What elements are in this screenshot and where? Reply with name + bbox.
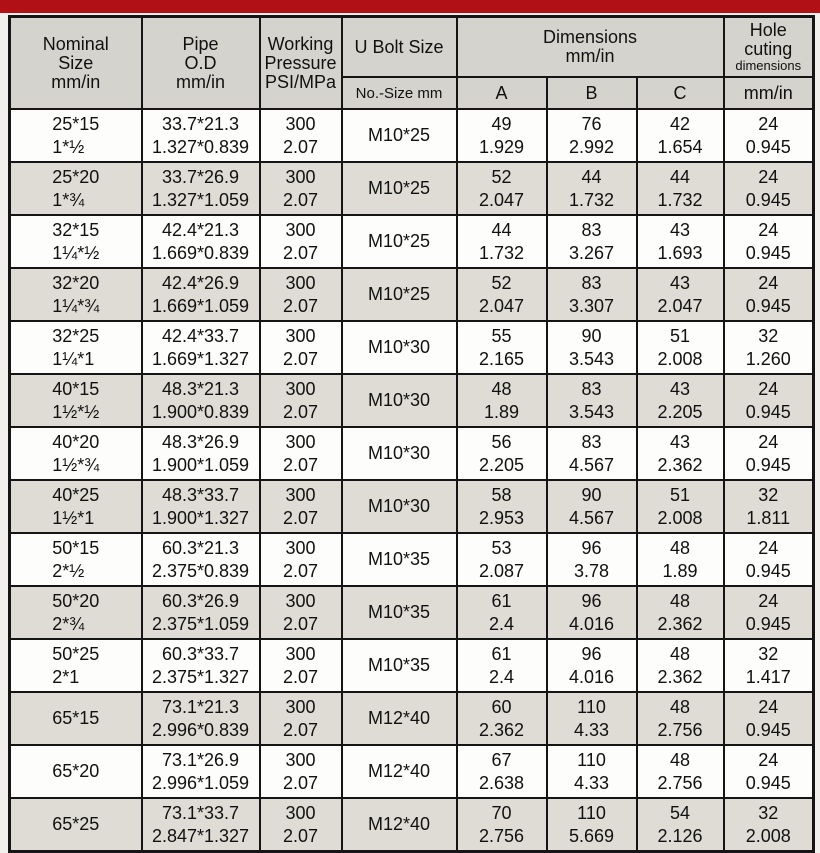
cell-hole: 24 0.945 xyxy=(724,533,814,586)
table-row xyxy=(10,109,814,162)
cell-pipe: 42.4*33.7 1.669*1.327 xyxy=(142,321,260,374)
cell-b: 96 3.78 xyxy=(547,533,637,586)
cell-hole: 24 0.945 xyxy=(724,374,814,427)
cell-c: 43 1.693 xyxy=(637,215,724,268)
cell-a: 61 2.4 xyxy=(457,639,547,692)
cell-hole: 24 0.945 xyxy=(724,268,814,321)
cell-a: 70 2.756 xyxy=(457,798,547,852)
cell-pipe: 33.7*21.3 1.327*0.839 xyxy=(142,109,260,162)
table-row xyxy=(10,321,814,374)
cell-pressure: 300 2.07 xyxy=(260,268,342,321)
cell-nominal: 25*20 1*¾ xyxy=(10,162,142,215)
cell-ubolt: M10*25 xyxy=(342,109,457,162)
cell-a: 52 2.047 xyxy=(457,268,547,321)
cell-c: 43 2.205 xyxy=(637,374,724,427)
table-body xyxy=(10,109,814,852)
cell-hole: 32 2.008 xyxy=(724,798,814,852)
table-row xyxy=(10,533,814,586)
table-row xyxy=(10,374,814,427)
table-row xyxy=(10,586,814,639)
cell-b: 90 4.567 xyxy=(547,480,637,533)
cell-a: 49 1.929 xyxy=(457,109,547,162)
cell-c: 54 2.126 xyxy=(637,798,724,852)
cell-hole: 24 0.945 xyxy=(724,692,814,745)
cell-ubolt: M12*40 xyxy=(342,692,457,745)
cell-c: 48 2.362 xyxy=(637,586,724,639)
cell-pressure: 300 2.07 xyxy=(260,586,342,639)
cell-ubolt: M10*30 xyxy=(342,427,457,480)
cell-pipe: 73.1*33.7 2.847*1.327 xyxy=(142,798,260,852)
cell-pressure: 300 2.07 xyxy=(260,798,342,852)
cell-ubolt: M10*35 xyxy=(342,639,457,692)
header-line: Pressure xyxy=(264,52,337,73)
cell-a: 55 2.165 xyxy=(457,321,547,374)
cell-b: 76 2.992 xyxy=(547,109,637,162)
cell-a: 44 1.732 xyxy=(457,215,547,268)
cell-pressure: 300 2.07 xyxy=(260,162,342,215)
cell-c: 48 1.89 xyxy=(637,533,724,586)
header-no-size-mm: No.-Size mm xyxy=(342,77,457,109)
cell-a: 60 2.362 xyxy=(457,692,547,745)
table-row xyxy=(10,162,814,215)
header-row-main xyxy=(10,17,814,78)
cell-pressure: 300 2.07 xyxy=(260,533,342,586)
cell-a: 48 1.89 xyxy=(457,374,547,427)
cell-pipe: 48.3*21.3 1.900*0.839 xyxy=(142,374,260,427)
cell-hole: 24 0.945 xyxy=(724,215,814,268)
header-u-bolt-size: U Bolt Size xyxy=(342,17,457,78)
header-line: cuting xyxy=(744,39,793,59)
cell-ubolt: M12*40 xyxy=(342,798,457,852)
table-row xyxy=(10,215,814,268)
header-dim-b: B xyxy=(547,77,637,109)
header-line: O.D xyxy=(184,52,217,73)
cell-pressure: 300 2.07 xyxy=(260,215,342,268)
cell-hole: 32 1.417 xyxy=(724,639,814,692)
cell-b: 110 4.33 xyxy=(547,692,637,745)
cell-pipe: 33.7*26.9 1.327*1.059 xyxy=(142,162,260,215)
cell-ubolt: M10*25 xyxy=(342,162,457,215)
table-row xyxy=(10,798,814,852)
header-working-pressure xyxy=(260,17,342,110)
cell-pressure: 300 2.07 xyxy=(260,321,342,374)
cell-nominal: 40*20 1½*¾ xyxy=(10,427,142,480)
cell-pressure: 300 2.07 xyxy=(260,692,342,745)
cell-c: 42 1.654 xyxy=(637,109,724,162)
cell-pipe: 42.4*26.9 1.669*1.059 xyxy=(142,268,260,321)
header-dim-c: C xyxy=(637,77,724,109)
cell-nominal: 32*20 1¼*¾ xyxy=(10,268,142,321)
cell-hole: 24 0.945 xyxy=(724,109,814,162)
table-row xyxy=(10,745,814,798)
cell-nominal: 32*25 1¼*1 xyxy=(10,321,142,374)
table-row xyxy=(10,639,814,692)
header-line: mm/in xyxy=(176,71,225,92)
cell-nominal: 32*15 1¼*½ xyxy=(10,215,142,268)
cell-ubolt: M10*30 xyxy=(342,374,457,427)
cell-nominal: 50*20 2*¾ xyxy=(10,586,142,639)
cell-a: 56 2.205 xyxy=(457,427,547,480)
header-line: Working xyxy=(267,33,334,54)
cell-nominal: 50*25 2*1 xyxy=(10,639,142,692)
cell-hole: 24 0.945 xyxy=(724,745,814,798)
cell-hole: 32 1.811 xyxy=(724,480,814,533)
pipe-spec-table xyxy=(8,15,815,853)
cell-hole: 24 0.945 xyxy=(724,586,814,639)
cell-ubolt: M10*25 xyxy=(342,215,457,268)
header-line: Hole xyxy=(749,20,787,40)
cell-hole: 32 1.260 xyxy=(724,321,814,374)
header-line: dimensions xyxy=(735,58,802,73)
cell-pressure: 300 2.07 xyxy=(260,480,342,533)
cell-a: 61 2.4 xyxy=(457,586,547,639)
cell-pipe: 60.3*26.9 2.375*1.059 xyxy=(142,586,260,639)
cell-b: 83 4.567 xyxy=(547,427,637,480)
cell-b: 110 5.669 xyxy=(547,798,637,852)
cell-pressure: 300 2.07 xyxy=(260,427,342,480)
cell-pipe: 48.3*26.9 1.900*1.059 xyxy=(142,427,260,480)
cell-hole: 24 0.945 xyxy=(724,427,814,480)
cell-b: 96 4.016 xyxy=(547,639,637,692)
header-line: Dimensions xyxy=(542,27,638,47)
header-line: PSI/MPa xyxy=(264,71,337,92)
header-line: mm/in xyxy=(51,71,101,92)
cell-pressure: 300 2.07 xyxy=(260,745,342,798)
cell-pressure: 300 2.07 xyxy=(260,639,342,692)
cell-b: 90 3.543 xyxy=(547,321,637,374)
cell-a: 52 2.047 xyxy=(457,162,547,215)
header-line: Nominal xyxy=(42,33,109,54)
cell-pipe: 73.1*21.3 2.996*0.839 xyxy=(142,692,260,745)
table-row xyxy=(10,692,814,745)
table-row xyxy=(10,268,814,321)
cell-pipe: 60.3*21.3 2.375*0.839 xyxy=(142,533,260,586)
cell-nominal: 40*15 1½*½ xyxy=(10,374,142,427)
cell-c: 51 2.008 xyxy=(637,480,724,533)
cell-b: 96 4.016 xyxy=(547,586,637,639)
cell-pipe: 73.1*26.9 2.996*1.059 xyxy=(142,745,260,798)
cell-nominal: 40*25 1½*1 xyxy=(10,480,142,533)
cell-b: 44 1.732 xyxy=(547,162,637,215)
cell-pressure: 300 2.07 xyxy=(260,109,342,162)
cell-pipe: 42.4*21.3 1.669*0.839 xyxy=(142,215,260,268)
header-dimensions xyxy=(457,17,724,78)
header-line: mm/in xyxy=(565,46,615,66)
cell-a: 53 2.087 xyxy=(457,533,547,586)
cell-c: 44 1.732 xyxy=(637,162,724,215)
cell-nominal: 25*15 1*½ xyxy=(10,109,142,162)
header-hole-mm-in: mm/in xyxy=(724,77,814,109)
header-pipe-od xyxy=(142,17,260,110)
cell-nominal: 65*25 xyxy=(10,798,142,852)
cell-b: 83 3.543 xyxy=(547,374,637,427)
cell-pressure: 300 2.07 xyxy=(260,374,342,427)
cell-a: 58 2.953 xyxy=(457,480,547,533)
cell-b: 110 4.33 xyxy=(547,745,637,798)
cell-ubolt: M10*30 xyxy=(342,480,457,533)
cell-pipe: 48.3*33.7 1.900*1.327 xyxy=(142,480,260,533)
cell-c: 48 2.756 xyxy=(637,745,724,798)
header-line: Size xyxy=(58,52,94,73)
table-row xyxy=(10,427,814,480)
cell-b: 83 3.307 xyxy=(547,268,637,321)
cell-ubolt: M12*40 xyxy=(342,745,457,798)
cell-c: 48 2.756 xyxy=(637,692,724,745)
cell-c: 48 2.362 xyxy=(637,639,724,692)
cell-b: 83 3.267 xyxy=(547,215,637,268)
cell-nominal: 65*20 xyxy=(10,745,142,798)
cell-ubolt: M10*25 xyxy=(342,268,457,321)
cell-ubolt: M10*30 xyxy=(342,321,457,374)
cell-c: 43 2.362 xyxy=(637,427,724,480)
top-red-bar xyxy=(0,0,820,13)
header-nominal-size xyxy=(10,17,142,110)
header-hole-cutting xyxy=(724,17,814,78)
header-line: Pipe xyxy=(182,33,219,54)
cell-nominal: 65*15 xyxy=(10,692,142,745)
table-row xyxy=(10,480,814,533)
cell-c: 51 2.008 xyxy=(637,321,724,374)
cell-ubolt: M10*35 xyxy=(342,586,457,639)
cell-pipe: 60.3*33.7 2.375*1.327 xyxy=(142,639,260,692)
cell-hole: 24 0.945 xyxy=(724,162,814,215)
cell-ubolt: M10*35 xyxy=(342,533,457,586)
cell-a: 67 2.638 xyxy=(457,745,547,798)
cell-nominal: 50*15 2*½ xyxy=(10,533,142,586)
cell-c: 43 2.047 xyxy=(637,268,724,321)
header-dim-a: A xyxy=(457,77,547,109)
